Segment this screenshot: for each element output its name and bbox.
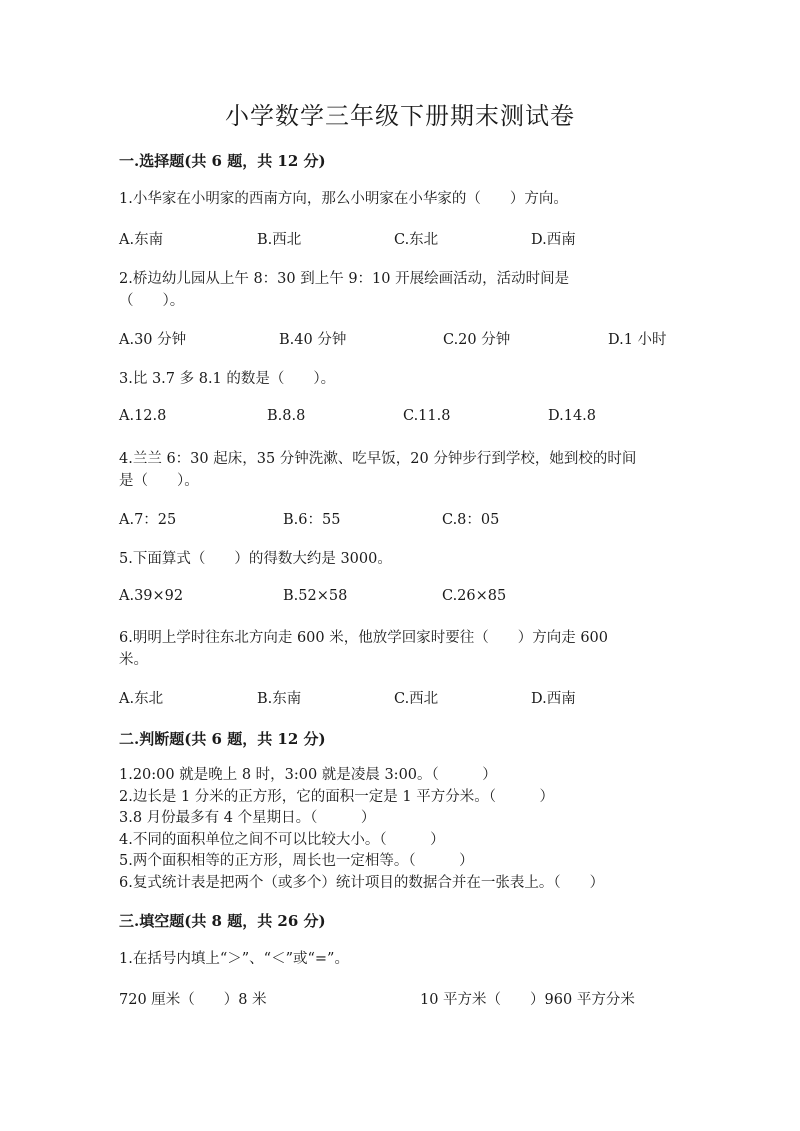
judgement-item-4: 4.不同的面积单位之间不可以比较大小。（ ） — [119, 831, 445, 848]
fill-item-right: 10 平方米（ ）960 平方分米 — [420, 992, 635, 1008]
question-1: 1.小华家在小明家的西南方向，那么小明家在小华家的（ ）方向。 — [119, 191, 568, 207]
option-b: B.西北 — [257, 232, 302, 248]
judgement-item-2: 2.边长是 1 分米的正方形，它的面积一定是 1 平方分米。（ ） — [119, 788, 554, 805]
option-c: C.11.8 — [403, 408, 451, 424]
fill-item-left: 720 厘米（ ）8 米 — [119, 992, 267, 1008]
option-b: B.东南 — [257, 691, 302, 707]
option-a: A.东北 — [119, 691, 164, 707]
options-6 — [119, 687, 699, 709]
question-3: 3.比 3.7 多 8.1 的数是（ ）。 — [119, 371, 336, 387]
option-c: C.东北 — [394, 232, 439, 248]
option-c: C.26×85 — [442, 588, 507, 604]
judgement-item-5: 5.两个面积相等的正方形，周长也一定相等。（ ） — [119, 853, 474, 869]
question-5: 5.下面算式（ ）的得数大约是 3000。 — [119, 551, 392, 567]
option-d: D.西南 — [531, 691, 576, 707]
judgement-item-6: 6.复式统计表是把两个（或多个）统计项目的数据合并在一张表上。（ ） — [119, 874, 605, 891]
option-b: B.40 分钟 — [279, 332, 347, 348]
option-d: D.西南 — [531, 232, 576, 248]
option-a: A.39×92 — [119, 588, 184, 604]
question-4: 4.兰兰 6：30 起床，35 分钟洗漱、吃早饭，20 分钟步行到学校，她到校的时间 是（ ）。 — [119, 451, 637, 489]
option-c: C.20 分钟 — [443, 332, 511, 348]
option-b: B.52×58 — [283, 588, 348, 604]
option-a: A.7：25 — [119, 512, 177, 528]
options-1 — [119, 228, 699, 250]
judgement-list — [119, 765, 604, 894]
option-d: D.1 小时 — [608, 332, 667, 348]
options-5 — [119, 588, 699, 610]
options-3 — [119, 408, 699, 430]
option-a: A.12.8 — [119, 408, 167, 424]
judgement-item-1: 1.20:00 就是晚上 8 时，3:00 就是凌晨 3:00。（ ） — [119, 767, 497, 783]
question-2: 2.桥边幼儿园从上午 8：30 到上午 9：10 开展绘画活动，活动时间是 （ ）。 — [119, 271, 570, 309]
option-c: C.西北 — [394, 691, 439, 707]
page-title: 小学数学三年级下册期末测试卷 — [225, 102, 575, 130]
option-b: B.8.8 — [267, 408, 306, 424]
fill-question-1: 1.在括号内填上“＞”、“＜”或“=”。 — [119, 951, 349, 967]
judgement-item-3: 3.8 月份最多有 4 个星期日。（ ） — [119, 810, 376, 826]
section-heading-fill: 三.填空题(共 8 题，共 26 分) — [119, 912, 326, 930]
option-d: D.14.8 — [548, 408, 597, 424]
question-6: 6.明明上学时往东北方向走 600 米，他放学回家时要往（ ）方向走 600 米。 — [119, 630, 609, 668]
option-b: B.6：55 — [283, 512, 341, 528]
options-2 — [119, 328, 699, 350]
section-heading-choice: 一.选择题(共 6 题，共 12 分) — [119, 152, 326, 170]
section-heading-judgement: 二.判断题(共 6 题，共 12 分) — [119, 730, 326, 748]
option-a: A.东南 — [119, 232, 164, 248]
option-a: A.30 分钟 — [119, 332, 187, 348]
options-4 — [119, 508, 699, 530]
option-c: C.8：05 — [442, 512, 500, 528]
